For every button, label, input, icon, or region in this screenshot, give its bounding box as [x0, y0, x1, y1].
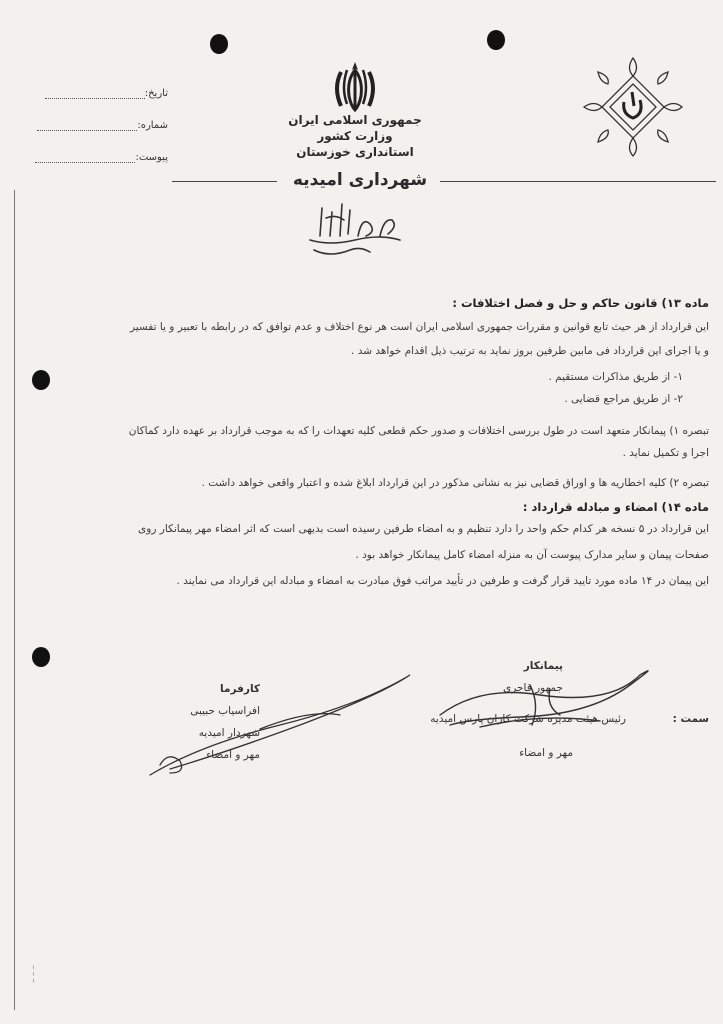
municipality-title: شهرداری امیدیه: [292, 170, 428, 190]
letterhead-line-1: جمهوری اسلامی ایران: [288, 113, 422, 127]
employer-name: افراسیاب حبیبی: [190, 705, 260, 717]
article-14-paragraph-3: این پیمان در ۱۴ ماده مورد تایید قرار گرفت و طرفین در تأیید مراتب فوق مبادرت به امضاء و مبادله این قرارداد می نمایند .: [176, 575, 709, 587]
article-13-item-2: ۲- از طریق مراجع قضایی .: [564, 393, 683, 405]
article-13-note-1: تبصره ۱) پیمانکار متعهد است در طول بررسی اختلافات و صدور حکم قطعی کلیه تعهدات را که به موجب قرارداد بر عهده دارد کماکان: [128, 425, 709, 437]
letterhead-line-2: وزارت کشور: [317, 129, 393, 143]
date-field: [18, 88, 168, 99]
punch-hole-top-right: [487, 30, 505, 50]
article-13-note-1-cont: اجرا و تکمیل نماید .: [622, 447, 709, 459]
left-margin-line: [14, 190, 15, 1010]
letterhead-text: [255, 112, 455, 160]
header-rule-left: [172, 181, 277, 182]
article-14-paragraph-2: صفحات پیمان و سایر مدارک پیوست آن به منزله امضاء کامل پیمانکار خواهد بود .: [355, 549, 709, 561]
date-label: تاریخ:: [144, 88, 168, 99]
attachment-field: [18, 152, 168, 163]
article-14-paragraph-1: این قرارداد در ۵ نسخه هر کدام حکم واحد را دارد تنظیم و به امضاء طرفین رسیده است بدیهی است که اثر امضاء مهر پیمانکار روی: [138, 523, 709, 535]
header-rule-right: [440, 181, 716, 182]
article-13-paragraph-2: و یا اجرای این قرارداد فی مابین طرفین بروز نماید به ترتیب ذیل اقدام خواهد شد .: [351, 345, 709, 357]
attachment-label: پیوست:: [135, 152, 168, 163]
punch-hole-top-left: [210, 34, 228, 54]
contractor-handwritten-signature: [420, 655, 680, 745]
article-13-paragraph-1: این قرارداد از هر حیث تابع قوانین و مقررات جمهوری اسلامی ایران است هر نوع اختلاف و عدم توافق که در رابطه با تعبیر و یا تفسیر: [129, 321, 709, 333]
bismillah-calligraphy: [300, 196, 410, 266]
article-13-title: ماده ۱۳) قانون حاکم و حل و فصل اختلافات :: [452, 296, 709, 310]
article-13-item-1: ۱- از طریق مذاکرات مستقیم .: [548, 371, 683, 383]
iran-emblem-icon: [325, 58, 385, 116]
footer-print-mark: ‒ ‒ ‒: [30, 965, 38, 983]
punch-hole-left-2: [32, 647, 50, 667]
article-13-note-2: تبصره ۲) کلیه اخطاریه ها و اوراق قضایی نیز به نشانی مذکور در این قرارداد ابلاغ شده و اعتبار واقعی خواهد داشت .: [201, 477, 709, 489]
contractor-position: رئیس هیئت مدیره شرکت کاران پارس امیدیه: [430, 713, 626, 725]
number-field: [18, 120, 168, 131]
contractor-stamp-label: مهر و امضاء: [519, 747, 573, 759]
contractor-name: جمهور قاجری: [503, 682, 563, 694]
contractor-title: پیمانکار: [523, 660, 563, 672]
number-label: شماره:: [137, 120, 168, 131]
article-14-title: ماده ۱۴) امضاء و مبادله قرارداد :: [522, 500, 709, 514]
employer-title: کارفرما: [220, 683, 260, 695]
employer-position: شهردار امیدیه: [198, 727, 260, 739]
employer-stamp-label: مهر و امضاء: [206, 749, 260, 761]
letterhead-line-3: استانداری خوزستان: [296, 145, 414, 159]
municipality-logo-icon: [578, 52, 688, 162]
side-label: سمت :: [672, 713, 709, 725]
employer-handwritten-signature: [140, 665, 420, 785]
